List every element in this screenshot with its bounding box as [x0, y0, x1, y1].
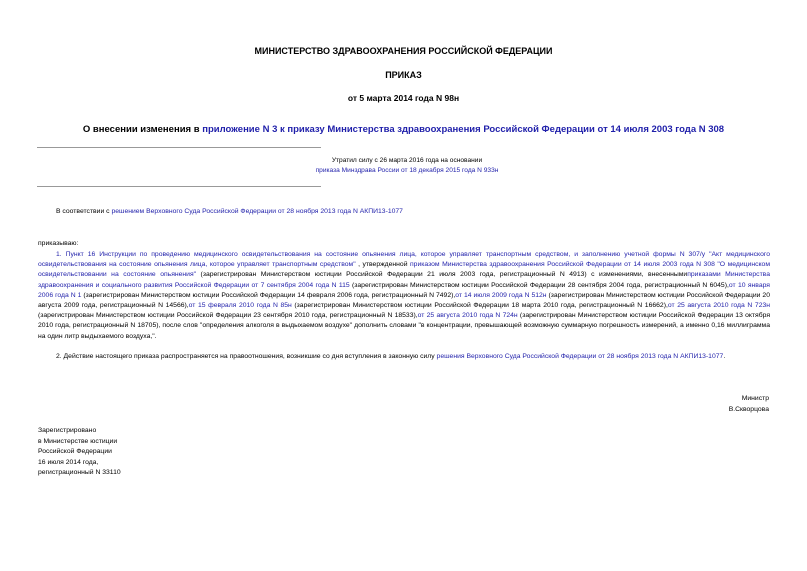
p1-text: (зарегистрирован Министерством юстиции Российской Федерации 23 сентября 2010 года, регистрационный N 18533),: [38, 312, 418, 320]
document-date-number: от 5 марта 2014 года N 98н: [347, 93, 460, 103]
signatory-name: В.Скворцова: [728, 405, 769, 413]
subject-prefix: О внесении изменения в: [82, 124, 203, 135]
p1-text: (зарегистрирован Министерством юстиции Российской Федерации 28 сентября 2004 года, регистрационный N 6045),: [349, 281, 729, 289]
p2-end: .: [723, 353, 726, 360]
p1-text: , утвержденной: [355, 261, 410, 269]
signatory-title: Министр: [741, 395, 769, 402]
registration-line: Российской Федерации: [38, 448, 112, 455]
top-divider: [37, 147, 321, 148]
p1-order-115-link[interactable]: приказами Министерства здравоохранения и социального развития Российской Федерации от 7 сентября 2004 года N 115: [38, 271, 770, 289]
document-type-heading: ПРИКАЗ: [385, 70, 422, 80]
p1-order-85n-link[interactable]: от 15 февраля 2010 года N 85н: [188, 302, 292, 310]
p1-text: (зарегистрирован Министерством юстиции Российской Федерации 20 августа 2009 года, регистрационный N 14566),: [38, 291, 770, 310]
registration-date: 16 июля 2014 года,: [38, 458, 99, 466]
p1-text: (зарегистрирован Министерством юстиции Российской Федерации 13 октября 2010 года, регистрационный N 18705), после слов "определения алкоголя в выдыхаемом воздухе" дополнить словами "в концентрации, превышающей возможную суммарную погрешность измерений, а именно 0,16 миллиграмма на один литр выдыхаемого воздуха,".: [38, 312, 771, 340]
paragraph-2: [38, 352, 770, 362]
p1-text: (зарегистрирован Министерством юстиции Российской Федерации 14 февраля 2006 года, регистрационный N 7492),: [81, 291, 456, 299]
status-note: [307, 156, 507, 176]
p1-order-512n-link[interactable]: от 14 июля 2009 года N 512н: [455, 291, 547, 299]
registration-line: в Министерстве юстиции: [38, 437, 118, 445]
registration-number: регистрационный N 33110: [38, 469, 121, 476]
p1-text: (зарегистрирован Министерством юстиции Российской Федерации 21 июля 2003 года, регистрационный N 4913) с изменениями, внесенными: [196, 271, 688, 279]
p1-order-723n-link[interactable]: от 25 августа 2010 года N 723н: [667, 302, 771, 310]
order-word: приказываю:: [38, 240, 79, 247]
p2-court-decision-link[interactable]: решения Верховного Суда Российской Федерации от 28 ноября 2013 года N АКПИ13-1077: [436, 353, 724, 360]
subject-amended-act-link[interactable]: приложение N 3 к приказу Министерства здравоохранения Российской Федерации от 14 июля 2003 года N 308: [202, 124, 725, 135]
paragraph-1: [38, 250, 770, 342]
signature-block: [729, 394, 769, 415]
bottom-divider: [37, 186, 321, 187]
status-repeal-order-link[interactable]: приказа Минздрава России от 18 декабря 2015 года N 933н: [315, 167, 499, 174]
document-subject: [0, 124, 807, 135]
p1-instruction-link[interactable]: 1. Пункт 16 Инструкции по проведению медицинского освидетельствования на состояние опьянения лица, которое управляет транспортным средством, и заполнению учетной формы N 307/у "Акт медицинского освидетельствования на состояние опьянения лица, которое управляет транспортным средством": [38, 251, 770, 269]
basis-court-decision-link[interactable]: решением Верховного Суда Российской Федерации от 28 ноября 2013 года N АКПИ13-1077: [111, 208, 403, 215]
registration-block: [38, 426, 121, 479]
p1-order-308-link[interactable]: приказом Министерства здравоохранения Российской Федерации от 14 июля 2003 года N 308 "О медицинском освидетельствовании на состояние опьянения": [38, 261, 771, 279]
p1-order-1-link[interactable]: от 10 января 2006 года N 1: [38, 281, 770, 299]
ministry-heading: МИНИСТЕРСТВО ЗДРАВООХРАНЕНИЯ РОССИЙСКОЙ ФЕДЕРАЦИИ: [254, 46, 553, 56]
status-lost-force-text: Утратил силу с 26 марта 2016 года на основании: [331, 157, 483, 164]
legal-basis: [56, 208, 403, 215]
p1-order-724n-link[interactable]: от 25 августа 2010 года N 724н: [417, 312, 518, 320]
registration-line: Зарегистрировано: [38, 427, 97, 434]
basis-prefix: В соответствии с: [56, 208, 112, 215]
p2-text: 2. Действие настоящего приказа распространяется на правоотношения, возникшие со дня вступления в законную силу: [56, 353, 437, 360]
p1-text: (зарегистрирован Министерством юстиции Российской Федерации 18 марта 2010 года, регистрационный N 16662),: [291, 302, 668, 310]
